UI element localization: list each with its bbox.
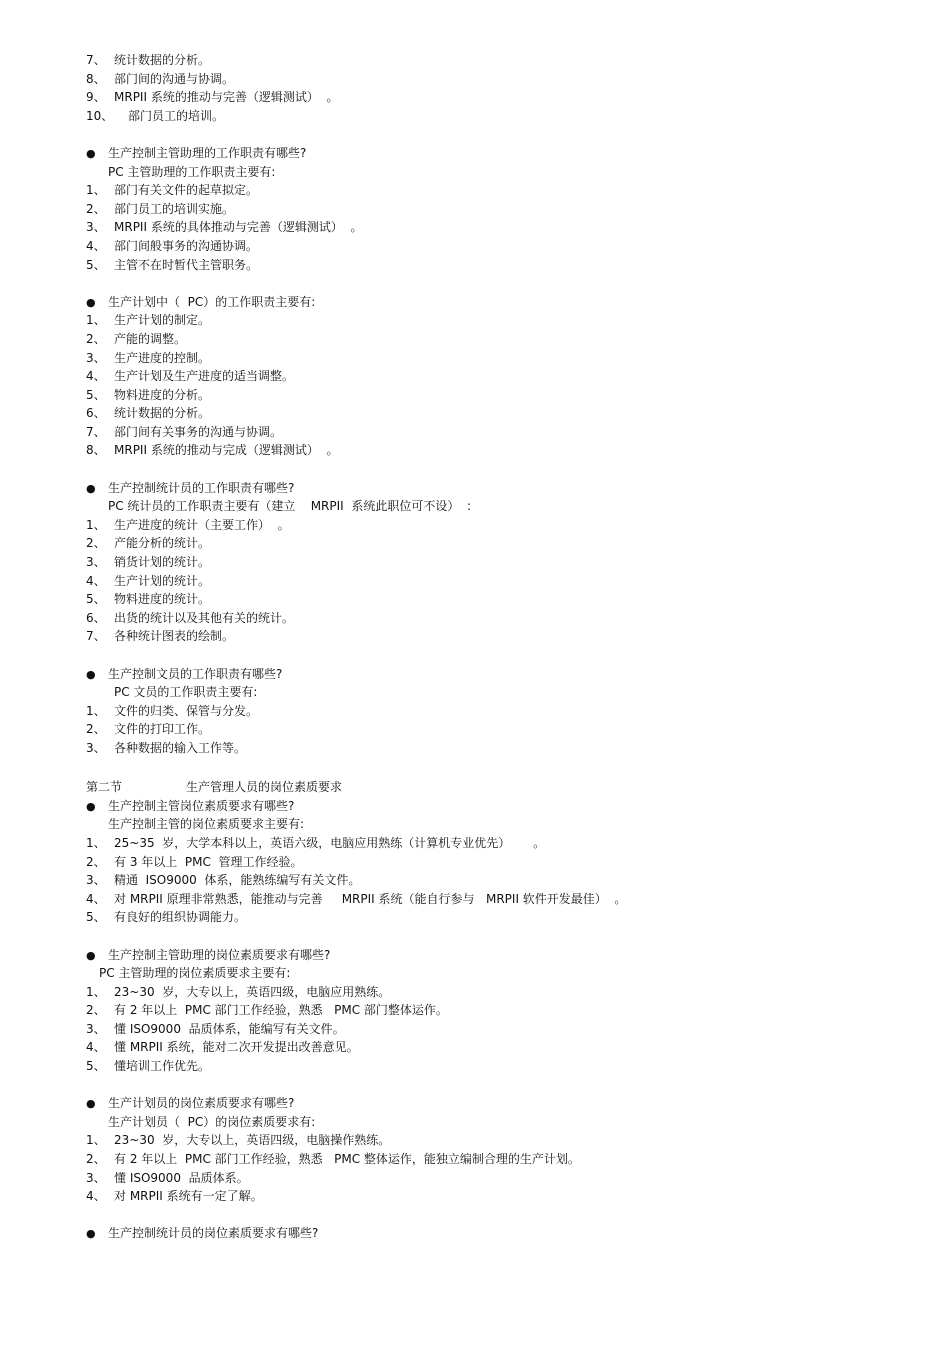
list-item <box>86 627 916 646</box>
paragraph-gap <box>86 758 916 777</box>
bullet-icon: ● <box>86 295 96 309</box>
list-item-text: 物料进度的分析。 <box>114 387 211 402</box>
list-item <box>86 1038 916 1057</box>
list-item-number: 4、 <box>86 1189 106 1204</box>
question-text: 生产控制主管助理的岗位素质要求有哪些? <box>108 947 331 962</box>
list-item <box>86 1187 916 1206</box>
question-heading <box>86 144 916 163</box>
list-item-text: 懂 MRPII 系统，能对二次开发提出改善意见。 <box>114 1040 359 1055</box>
list-item-number: 1、 <box>86 313 106 328</box>
list-item-number: 1、 <box>86 1133 106 1148</box>
paragraph-gap <box>86 646 916 665</box>
question-heading <box>86 797 916 816</box>
list-item-text: 部门间有关事务的沟通与协调。 <box>114 424 283 439</box>
list-item <box>86 200 916 219</box>
list-item <box>86 311 916 330</box>
list-item <box>86 834 916 853</box>
list-item <box>86 256 916 275</box>
list-item <box>86 553 916 572</box>
list-item-text: 部门间般事务的沟通协调。 <box>114 238 259 253</box>
intro-text: PC 统计员的工作职责主要有（建立 MRPII 系统此职位可不设） : <box>108 499 471 514</box>
list-item-text: 销货计划的统计。 <box>114 555 211 570</box>
list-item <box>86 983 916 1002</box>
list-item-number: 3、 <box>86 220 106 235</box>
list-item-text: 产能分析的统计。 <box>114 536 211 551</box>
list-item-number: 2、 <box>86 201 106 216</box>
list-item <box>86 404 916 423</box>
bullet-icon: ● <box>86 481 96 495</box>
list-item-number: 8、 <box>86 443 106 458</box>
list-item-text: 懂 ISO9000 品质体系。 <box>114 1170 249 1185</box>
list-item-number: 6、 <box>86 406 106 421</box>
list-item-number: 4、 <box>86 573 106 588</box>
list-item-text: MRPII 系统的具体推动与完善（逻辑测试） 。 <box>114 220 363 235</box>
question-text: 生产计划员的岗位素质要求有哪些? <box>108 1096 295 1111</box>
list-item <box>86 590 916 609</box>
document-body <box>86 51 916 1243</box>
list-item-text: 懂培训工作优先。 <box>114 1059 211 1074</box>
list-item-number: 2、 <box>86 1003 106 1018</box>
question-heading <box>86 1224 916 1243</box>
list-item-text: 有 2 年以上 PMC 部门工作经验，熟悉 PMC 部门整体运作。 <box>114 1003 448 1018</box>
question-heading <box>86 946 916 965</box>
list-item <box>86 1020 916 1039</box>
list-item-number: 4、 <box>86 238 106 253</box>
intro-text: 生产计划员（ PC）的岗位素质要求有: <box>108 1114 316 1129</box>
paragraph-gap <box>86 1206 916 1225</box>
intro-text: PC 文员的工作职责主要有: <box>114 685 258 700</box>
question-text: 生产控制文员的工作职责有哪些? <box>108 666 283 681</box>
list-item-number: 4、 <box>86 1040 106 1055</box>
list-item-number: 3、 <box>86 740 106 755</box>
list-item-text: MRPII 系统的推动与完成（逻辑测试） 。 <box>114 443 339 458</box>
question-heading <box>86 1094 916 1113</box>
list-item <box>86 739 916 758</box>
list-item-number: 1、 <box>86 517 106 532</box>
list-item-text: 有 2 年以上 PMC 部门工作经验，熟悉 PMC 整体运作，能独立编制合理的生产计划。 <box>114 1152 580 1167</box>
list-item-text: 各种数据的输入工作等。 <box>114 740 247 755</box>
intro-text: PC 主管助理的工作职责主要有: <box>108 164 276 179</box>
list-item-text: 各种统计图表的绘制。 <box>114 629 235 644</box>
list-item <box>86 572 916 591</box>
paragraph-gap <box>86 460 916 479</box>
list-item-number: 3、 <box>86 1021 106 1036</box>
list-item <box>86 1150 916 1169</box>
intro-line <box>86 815 916 834</box>
list-item-text: 对 MRPII 系统有一定了解。 <box>114 1189 263 1204</box>
list-item <box>86 237 916 256</box>
list-item-number: 2、 <box>86 331 106 346</box>
list-item-number: 6、 <box>86 610 106 625</box>
list-item <box>86 51 916 70</box>
list-item-text: 物料进度的统计。 <box>114 592 211 607</box>
list-item <box>86 349 916 368</box>
list-item-number: 7、 <box>86 629 106 644</box>
bullet-icon: ● <box>86 667 96 681</box>
intro-text: 生产控制主管的岗位素质要求主要有: <box>108 817 305 832</box>
list-item-text: 生产计划的统计。 <box>114 573 211 588</box>
intro-text: PC 主管助理的岗位素质要求主要有: <box>99 966 291 981</box>
question-text: 生产计划中（ PC）的工作职责主要有: <box>108 294 316 309</box>
list-item <box>86 871 916 890</box>
list-item <box>86 908 916 927</box>
list-item-number: 3、 <box>86 555 106 570</box>
bullet-icon: ● <box>86 948 96 962</box>
list-item <box>86 441 916 460</box>
list-item-number: 1、 <box>86 984 106 999</box>
bullet-icon: ● <box>86 799 96 813</box>
list-item <box>86 88 916 107</box>
list-item-number: 10、 <box>86 108 114 123</box>
list-item <box>86 330 916 349</box>
section-heading <box>86 778 916 797</box>
list-item-number: 4、 <box>86 891 106 906</box>
list-item-number: 1、 <box>86 835 106 850</box>
list-item-text: 部门员工的培训。 <box>128 108 225 123</box>
list-item-text: 生产计划的制定。 <box>114 313 211 328</box>
list-item <box>86 1131 916 1150</box>
list-item-text: 部门员工的培训实施。 <box>114 201 235 216</box>
list-item-number: 7、 <box>86 424 106 439</box>
bullet-icon: ● <box>86 1097 96 1111</box>
question-heading <box>86 293 916 312</box>
list-item-text: 有 3 年以上 PMC 管理工作经验。 <box>114 854 303 869</box>
list-item <box>86 890 916 909</box>
list-item <box>86 386 916 405</box>
paragraph-gap <box>86 274 916 293</box>
list-item <box>86 70 916 89</box>
intro-line <box>86 497 916 516</box>
list-item-text: MRPII 系统的推动与完善（逻辑测试） 。 <box>114 90 339 105</box>
question-text: 生产控制主管助理的工作职责有哪些? <box>108 145 307 160</box>
list-item-number: 3、 <box>86 1170 106 1185</box>
intro-line <box>86 964 916 983</box>
list-item <box>86 609 916 628</box>
list-item-number: 5、 <box>86 910 106 925</box>
list-item-text: 生产进度的统计（主要工作） 。 <box>114 517 290 532</box>
list-item-text: 生产进度的控制。 <box>114 350 211 365</box>
list-item-number: 8、 <box>86 71 106 86</box>
intro-line <box>86 683 916 702</box>
paragraph-gap <box>86 927 916 946</box>
list-item <box>86 534 916 553</box>
list-item-number: 3、 <box>86 873 106 888</box>
intro-line <box>86 163 916 182</box>
list-item-text: 部门间的沟通与协调。 <box>114 71 235 86</box>
list-item <box>86 423 916 442</box>
list-item-text: 文件的打印工作。 <box>114 722 211 737</box>
intro-line <box>86 1113 916 1132</box>
list-item-text: 懂 ISO9000 品质体系，能编写有关文件。 <box>114 1021 345 1036</box>
list-item <box>86 720 916 739</box>
paragraph-gap <box>86 125 916 144</box>
list-item-number: 5、 <box>86 592 106 607</box>
section-number: 第二节 <box>86 780 123 795</box>
list-item-text: 出货的统计以及其他有关的统计。 <box>114 610 295 625</box>
list-item <box>86 1001 916 1020</box>
list-item-number: 2、 <box>86 722 106 737</box>
bullet-icon: ● <box>86 146 96 160</box>
list-item-number: 3、 <box>86 350 106 365</box>
list-item-text: 23~30 岁，大专以上，英语四级，电脑应用熟练。 <box>114 984 391 999</box>
list-item-number: 1、 <box>86 183 106 198</box>
list-item-number: 2、 <box>86 536 106 551</box>
list-item-text: 23~30 岁，大专以上，英语四级，电脑操作熟练。 <box>114 1133 391 1148</box>
list-item-number: 4、 <box>86 369 106 384</box>
list-item-text: 统计数据的分析。 <box>114 406 211 421</box>
list-item <box>86 107 916 126</box>
list-item-text: 有良好的组织协调能力。 <box>114 910 247 925</box>
paragraph-gap <box>86 1076 916 1095</box>
list-item-number: 9、 <box>86 90 106 105</box>
list-item-number: 5、 <box>86 257 106 272</box>
list-item <box>86 516 916 535</box>
list-item <box>86 702 916 721</box>
list-item <box>86 367 916 386</box>
list-item-text: 统计数据的分析。 <box>114 53 211 67</box>
list-item-number: 5、 <box>86 1059 106 1074</box>
list-item-text: 文件的归类、保管与分发。 <box>114 703 259 718</box>
list-item-text: 精通 ISO9000 体系，能熟练编写有关文件。 <box>114 873 361 888</box>
list-item-text: 生产计划及生产进度的适当调整。 <box>114 369 295 384</box>
list-item-number: 7、 <box>86 53 106 67</box>
list-item-text: 对 MRPII 原理非常熟悉，能推动与完善 MRPII 系统（能自行参与 MRPII 软件开发最佳） 。 <box>114 891 627 906</box>
list-item <box>86 218 916 237</box>
question-text: 生产控制统计员的岗位素质要求有哪些? <box>108 1226 319 1241</box>
question-text: 生产控制主管岗位素质要求有哪些? <box>108 798 295 813</box>
list-item-text: 产能的调整。 <box>114 331 187 346</box>
list-item-text: 部门有关文件的起草拟定。 <box>114 183 259 198</box>
list-item-text: 主管不在时暂代主管职务。 <box>114 257 259 272</box>
question-heading <box>86 479 916 498</box>
bullet-icon: ● <box>86 1227 96 1241</box>
list-item <box>86 1169 916 1188</box>
list-item <box>86 1057 916 1076</box>
list-item-number: 1、 <box>86 703 106 718</box>
list-item <box>86 181 916 200</box>
list-item-text: 25~35 岁，大学本科以上，英语六级，电脑应用熟练（计算机专业优先） 。 <box>114 835 546 850</box>
question-text: 生产控制统计员的工作职责有哪些? <box>108 480 295 495</box>
list-item-number: 2、 <box>86 1152 106 1167</box>
question-heading <box>86 665 916 684</box>
list-item-number: 5、 <box>86 387 106 402</box>
list-item <box>86 853 916 872</box>
section-title: 生产管理人员的岗位素质要求 <box>186 780 343 795</box>
list-item-number: 2、 <box>86 854 106 869</box>
